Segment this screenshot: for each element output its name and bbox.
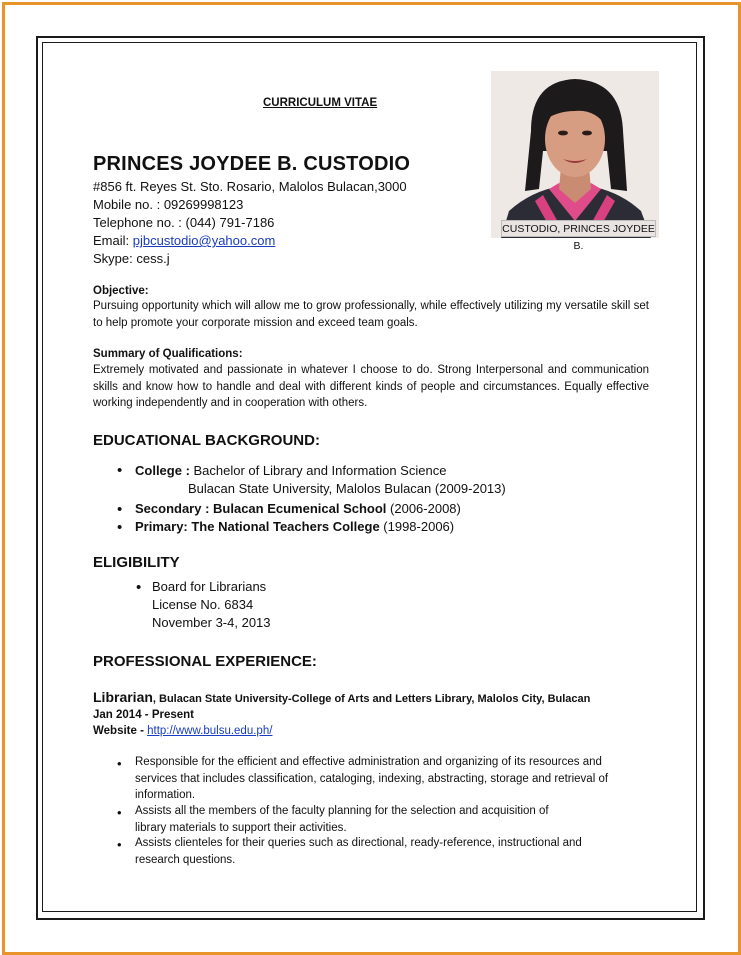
telephone-number: Telephone no. : (044) 791-7186	[93, 215, 275, 230]
bullet-icon: •	[117, 837, 122, 852]
email-link[interactable]: pjbcustodio@yahoo.com	[132, 233, 276, 248]
secondary-entry	[135, 500, 461, 517]
portrait-illustration	[491, 71, 659, 238]
duty-item: Responsible for the efficient and effective administration and organizing of its resources and services that includes classification, cataloging, indexing, abstracting, storage and retrieval of information.	[135, 756, 609, 801]
bullet-icon: •	[117, 805, 122, 820]
job-employer: , Bulacan State University-College of Arts and Letters Library, Malolos City, Bulacan	[152, 693, 591, 705]
duty-item: Assists all the members of the faculty planning for the selection and acquisition of library materials to support their activities.	[135, 805, 549, 834]
job-position: Librarian	[93, 689, 153, 705]
website-link[interactable]: http://www.bulsu.edu.ph/	[147, 725, 273, 737]
objective-heading: Objective:	[93, 285, 149, 297]
website-label: Website -	[93, 725, 148, 737]
college-degree: Bachelor of Library and Information Science	[193, 463, 447, 478]
primary-label: Primary: The National Teachers College	[135, 519, 380, 534]
website-line	[93, 723, 272, 739]
skype-id: Skype: cess.j	[93, 251, 170, 266]
photo-caption: CUSTODIO, PRINCES JOYDEE B.	[501, 220, 656, 237]
eligibility-license: License No. 6834	[152, 597, 254, 612]
college-school: Bulacan State University, Malolos Bulacan (2009-2013)	[188, 481, 506, 496]
profile-photo	[491, 71, 659, 238]
secondary-label: Secondary : Bulacan Ecumenical School	[135, 501, 387, 516]
bullet-icon: •	[136, 579, 142, 596]
education-heading: EDUCATIONAL BACKGROUND:	[93, 432, 320, 449]
summary-text: Extremely motivated and passionate in whatever I choose to do. Strong Interpersonal and communication skills and know how to handle and deal with different kinds of people and circumstances. Equally effective working independently and in cooperation with others.	[93, 364, 649, 409]
summary-heading: Summary of Qualifications:	[93, 348, 243, 360]
duty-item: Assists clienteles for their queries such as directional, ready-reference, instructional and research questions.	[135, 837, 582, 866]
mobile-number: Mobile no. : 09269998123	[93, 197, 244, 212]
email-label: Email:	[93, 233, 133, 248]
email-line	[93, 232, 275, 249]
eligibility-exam: Board for Librarians	[152, 579, 267, 594]
eligibility-heading: ELIGIBILITY	[93, 554, 180, 571]
primary-years: (1998-2006)	[379, 519, 455, 534]
secondary-years: (2006-2008)	[386, 501, 461, 516]
objective-text: Pursuing opportunity which will allow me to grow professionally, while effectively utilizing my versatile skill set to help promote your corporate mission and exceed team goals.	[93, 300, 649, 329]
bullet-icon: •	[117, 756, 122, 771]
applicant-name: PRINCES JOYDEE B. CUSTODIO	[93, 153, 411, 175]
address: #856 ft. Reyes St. Sto. Rosario, Malolos Bulacan,3000	[93, 179, 407, 194]
primary-entry	[135, 518, 454, 535]
college-label: College :	[135, 463, 194, 478]
college-entry	[135, 462, 446, 479]
bullet-icon: •	[117, 519, 123, 536]
bullet-icon: •	[117, 501, 123, 518]
document-title: CURRICULUM VITAE	[263, 97, 378, 109]
bullet-icon: •	[117, 462, 123, 479]
experience-heading: PROFESSIONAL EXPERIENCE:	[93, 653, 317, 670]
job-dates: Jan 2014 - Present	[93, 709, 195, 721]
eligibility-date: November 3-4, 2013	[152, 615, 271, 630]
job-title-line	[93, 689, 590, 708]
